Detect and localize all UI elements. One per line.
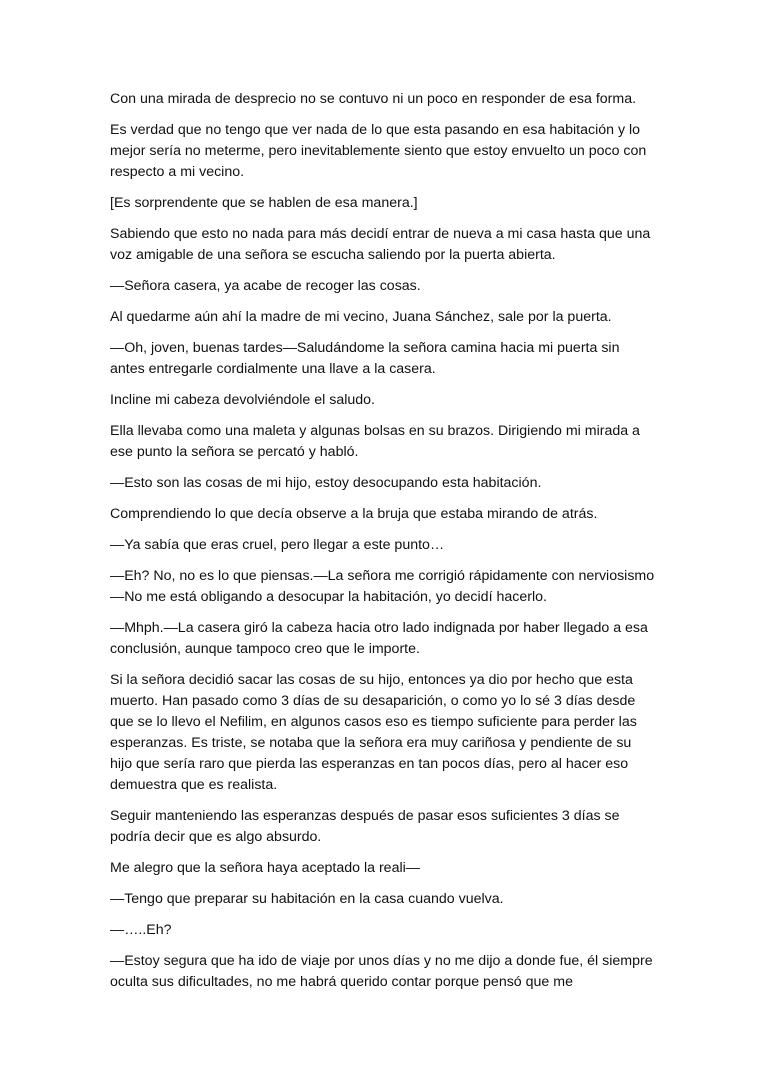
- paragraph: Ella llevaba como una maleta y algunas bolsas en su brazos. Dirigiendo mi mirada a ese punto la señora se percató y habló.: [110, 423, 640, 460]
- paragraph: —Esto son las cosas de mi hijo, estoy desocupando esta habitación.: [110, 475, 542, 491]
- paragraph: —Señora casera, ya acabe de recoger las cosas.: [110, 278, 421, 294]
- paragraph: —Tengo que preparar su habitación en la casa cuando vuelva.: [110, 891, 504, 907]
- paragraph: —…..Eh?: [110, 922, 172, 938]
- document-page: [110, 89, 655, 1003]
- paragraph: Comprendiendo lo que decía observe a la bruja que estaba mirando de atrás.: [110, 506, 598, 522]
- paragraph: —Ya sabía que eras cruel, pero llegar a este punto…: [110, 537, 445, 553]
- paragraph: —Oh, joven, buenas tardes—Saludándome la señora camina hacia mi puerta sin antes entregarle cordialmente una llave a la casera.: [110, 340, 620, 377]
- paragraph: Incline mi cabeza devolviéndole el saludo.: [110, 392, 375, 408]
- paragraph: Al quedarme aún ahí la madre de mi vecino, Juana Sánchez, sale por la puerta.: [110, 309, 612, 325]
- paragraph: —Eh? No, no es lo que piensas.—La señora me corrigió rápidamente con nerviosismo—No me está obligando a desocupar la habitación, yo decidí hacerlo.: [110, 568, 655, 605]
- paragraph: —Mhph.—La casera giró la cabeza hacia otro lado indignada por haber llegado a esa conclusión, aunque tampoco creo que le importe.: [110, 620, 648, 657]
- paragraph: Me alegro que la señora haya aceptado la reali—: [110, 860, 420, 876]
- paragraph: Sabiendo que esto no nada para más decidí entrar de nueva a mi casa hasta que una voz amigable de una señora se escucha saliendo por la puerta abierta.: [110, 226, 651, 263]
- paragraph: Si la señora decidió sacar las cosas de su hijo, entonces ya dio por hecho que esta muerto. Han pasado como 3 días de su desaparición, o como yo lo sé 3 días desde que se lo llevo el Nefilim, en algunos casos eso es tiempo suficiente para perder las esperanzas. Es triste, se notaba que la señora era muy cariñosa y pendiente de su hijo que sería raro que pierda las esperanzas en tan pocos días, pero al hacer eso demuestra que es realista.: [110, 672, 637, 793]
- paragraph: Seguir manteniendo las esperanzas después de pasar esos suficientes 3 días se podría decir que es algo absurdo.: [110, 808, 620, 845]
- paragraph: —Estoy segura que ha ido de viaje por unos días y no me dijo a donde fue, él siempre oculta sus dificultades, no me habrá querido contar porque pensó que me: [110, 953, 653, 990]
- paragraph: [Es sorprendente que se hablen de esa manera.]: [110, 195, 418, 211]
- paragraph: Con una mirada de desprecio no se contuvo ni un poco en responder de esa forma.: [110, 91, 637, 107]
- paragraph: Es verdad que no tengo que ver nada de lo que esta pasando en esa habitación y lo mejor sería no meterme, pero inevitablemente siento que estoy envuelto un poco con respecto a mi vecino.: [110, 122, 647, 180]
